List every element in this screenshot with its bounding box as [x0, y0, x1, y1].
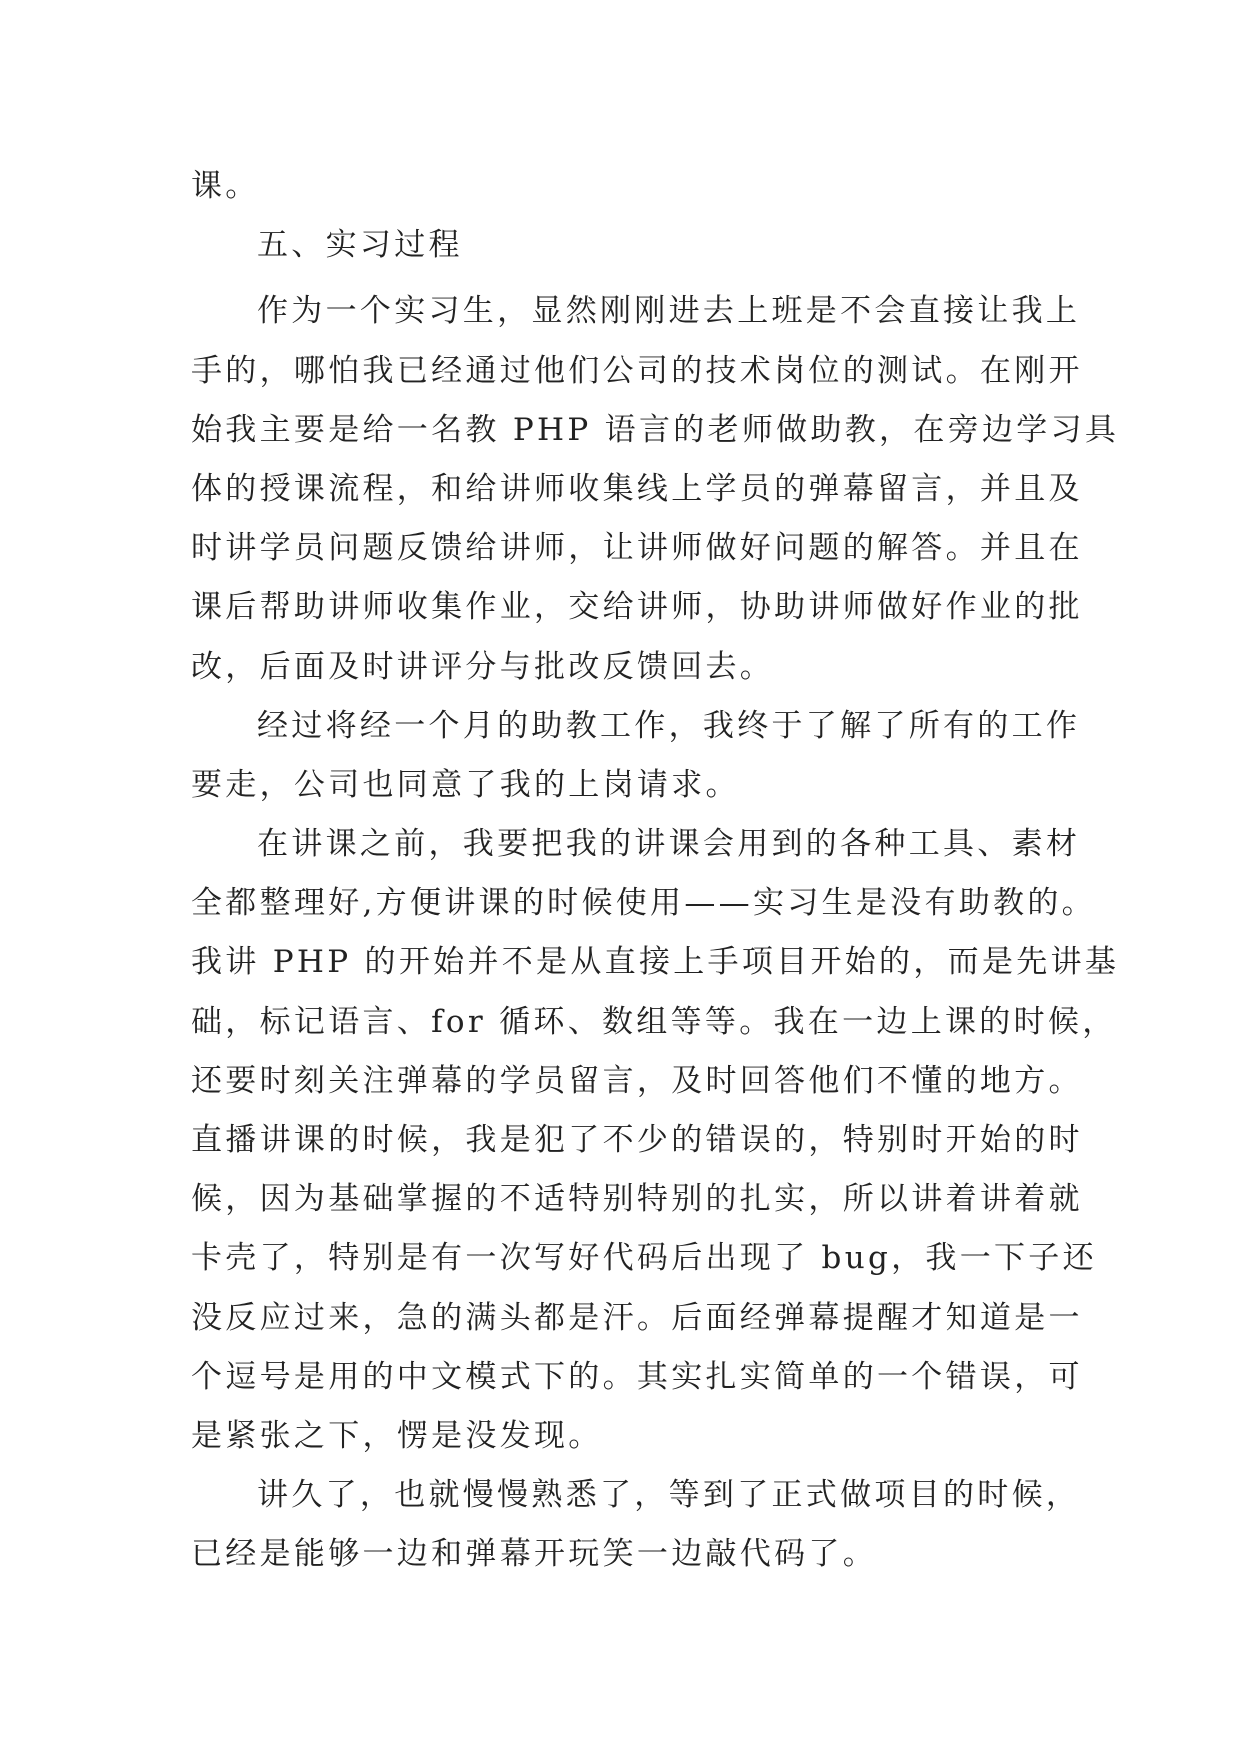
text-line: 卡壳了，特别是有一次写好代码后出现了 bug，我一下子还	[191, 1240, 1097, 1277]
text-line: 在讲课之前，我要把我的讲课会用到的各种工具、素材	[257, 826, 1081, 863]
text-line: 是紧张之下，愣是没发现。	[191, 1417, 603, 1454]
text-line: 已经是能够一边和弹幕开玩笑一边敲代码了。	[191, 1536, 877, 1573]
text-line: 时讲学员问题反馈给讲师，让讲师做好问题的解答。并且在	[191, 530, 1083, 567]
text-line: 个逗号是用的中文模式下的。其实扎实简单的一个错误，可	[191, 1358, 1083, 1395]
text-line: 课。	[191, 168, 260, 204]
text-line: 全都整理好,方便讲课的时候使用——实习生是没有助教的。	[191, 885, 1096, 922]
text-line: 作为一个实习生，显然刚刚进去上班是不会直接让我上	[257, 293, 1081, 330]
text-line: 没反应过来，急的满头都是汗。后面经弹幕提醒才知道是一	[191, 1299, 1083, 1336]
text-line: 候，因为基础掌握的不适特别特别的扎实，所以讲着讲着就	[191, 1181, 1083, 1218]
text-line: 手的，哪怕我已经通过他们公司的技术岗位的测试。在刚开	[191, 352, 1083, 389]
text-line: 讲久了，也就慢慢熟悉了，等到了正式做项目的时候，	[257, 1477, 1081, 1514]
text-line: 体的授课流程，和给讲师收集线上学员的弹幕留言，并且及	[191, 470, 1083, 507]
text-line: 要走，公司也同意了我的上岗请求。	[191, 766, 740, 803]
text-line: 础，标记语言、for 循环、数组等等。我在一边上课的时候，	[191, 1003, 1117, 1040]
text-line: 课后帮助讲师收集作业，交给讲师，协助讲师做好作业的批	[191, 589, 1083, 626]
section-heading: 五、实习过程	[257, 227, 463, 264]
text-line: 经过将经一个月的助教工作，我终于了解了所有的工作	[257, 707, 1081, 744]
text-line: 始我主要是给一名教 PHP 语言的老师做助教，在旁边学习具	[191, 411, 1120, 448]
text-line: 直播讲课的时候，我是犯了不少的错误的，特别时开始的时	[191, 1122, 1083, 1158]
text-line: 改，后面及时讲评分与批改反馈回去。	[191, 648, 775, 685]
text-line: 还要时刻关注弹幕的学员留言，及时回答他们不懂的地方。	[191, 1062, 1083, 1099]
body-text	[191, 157, 1120, 1585]
text-line: 我讲 PHP 的开始并不是从直接上手项目开始的，而是先讲基	[191, 944, 1120, 981]
